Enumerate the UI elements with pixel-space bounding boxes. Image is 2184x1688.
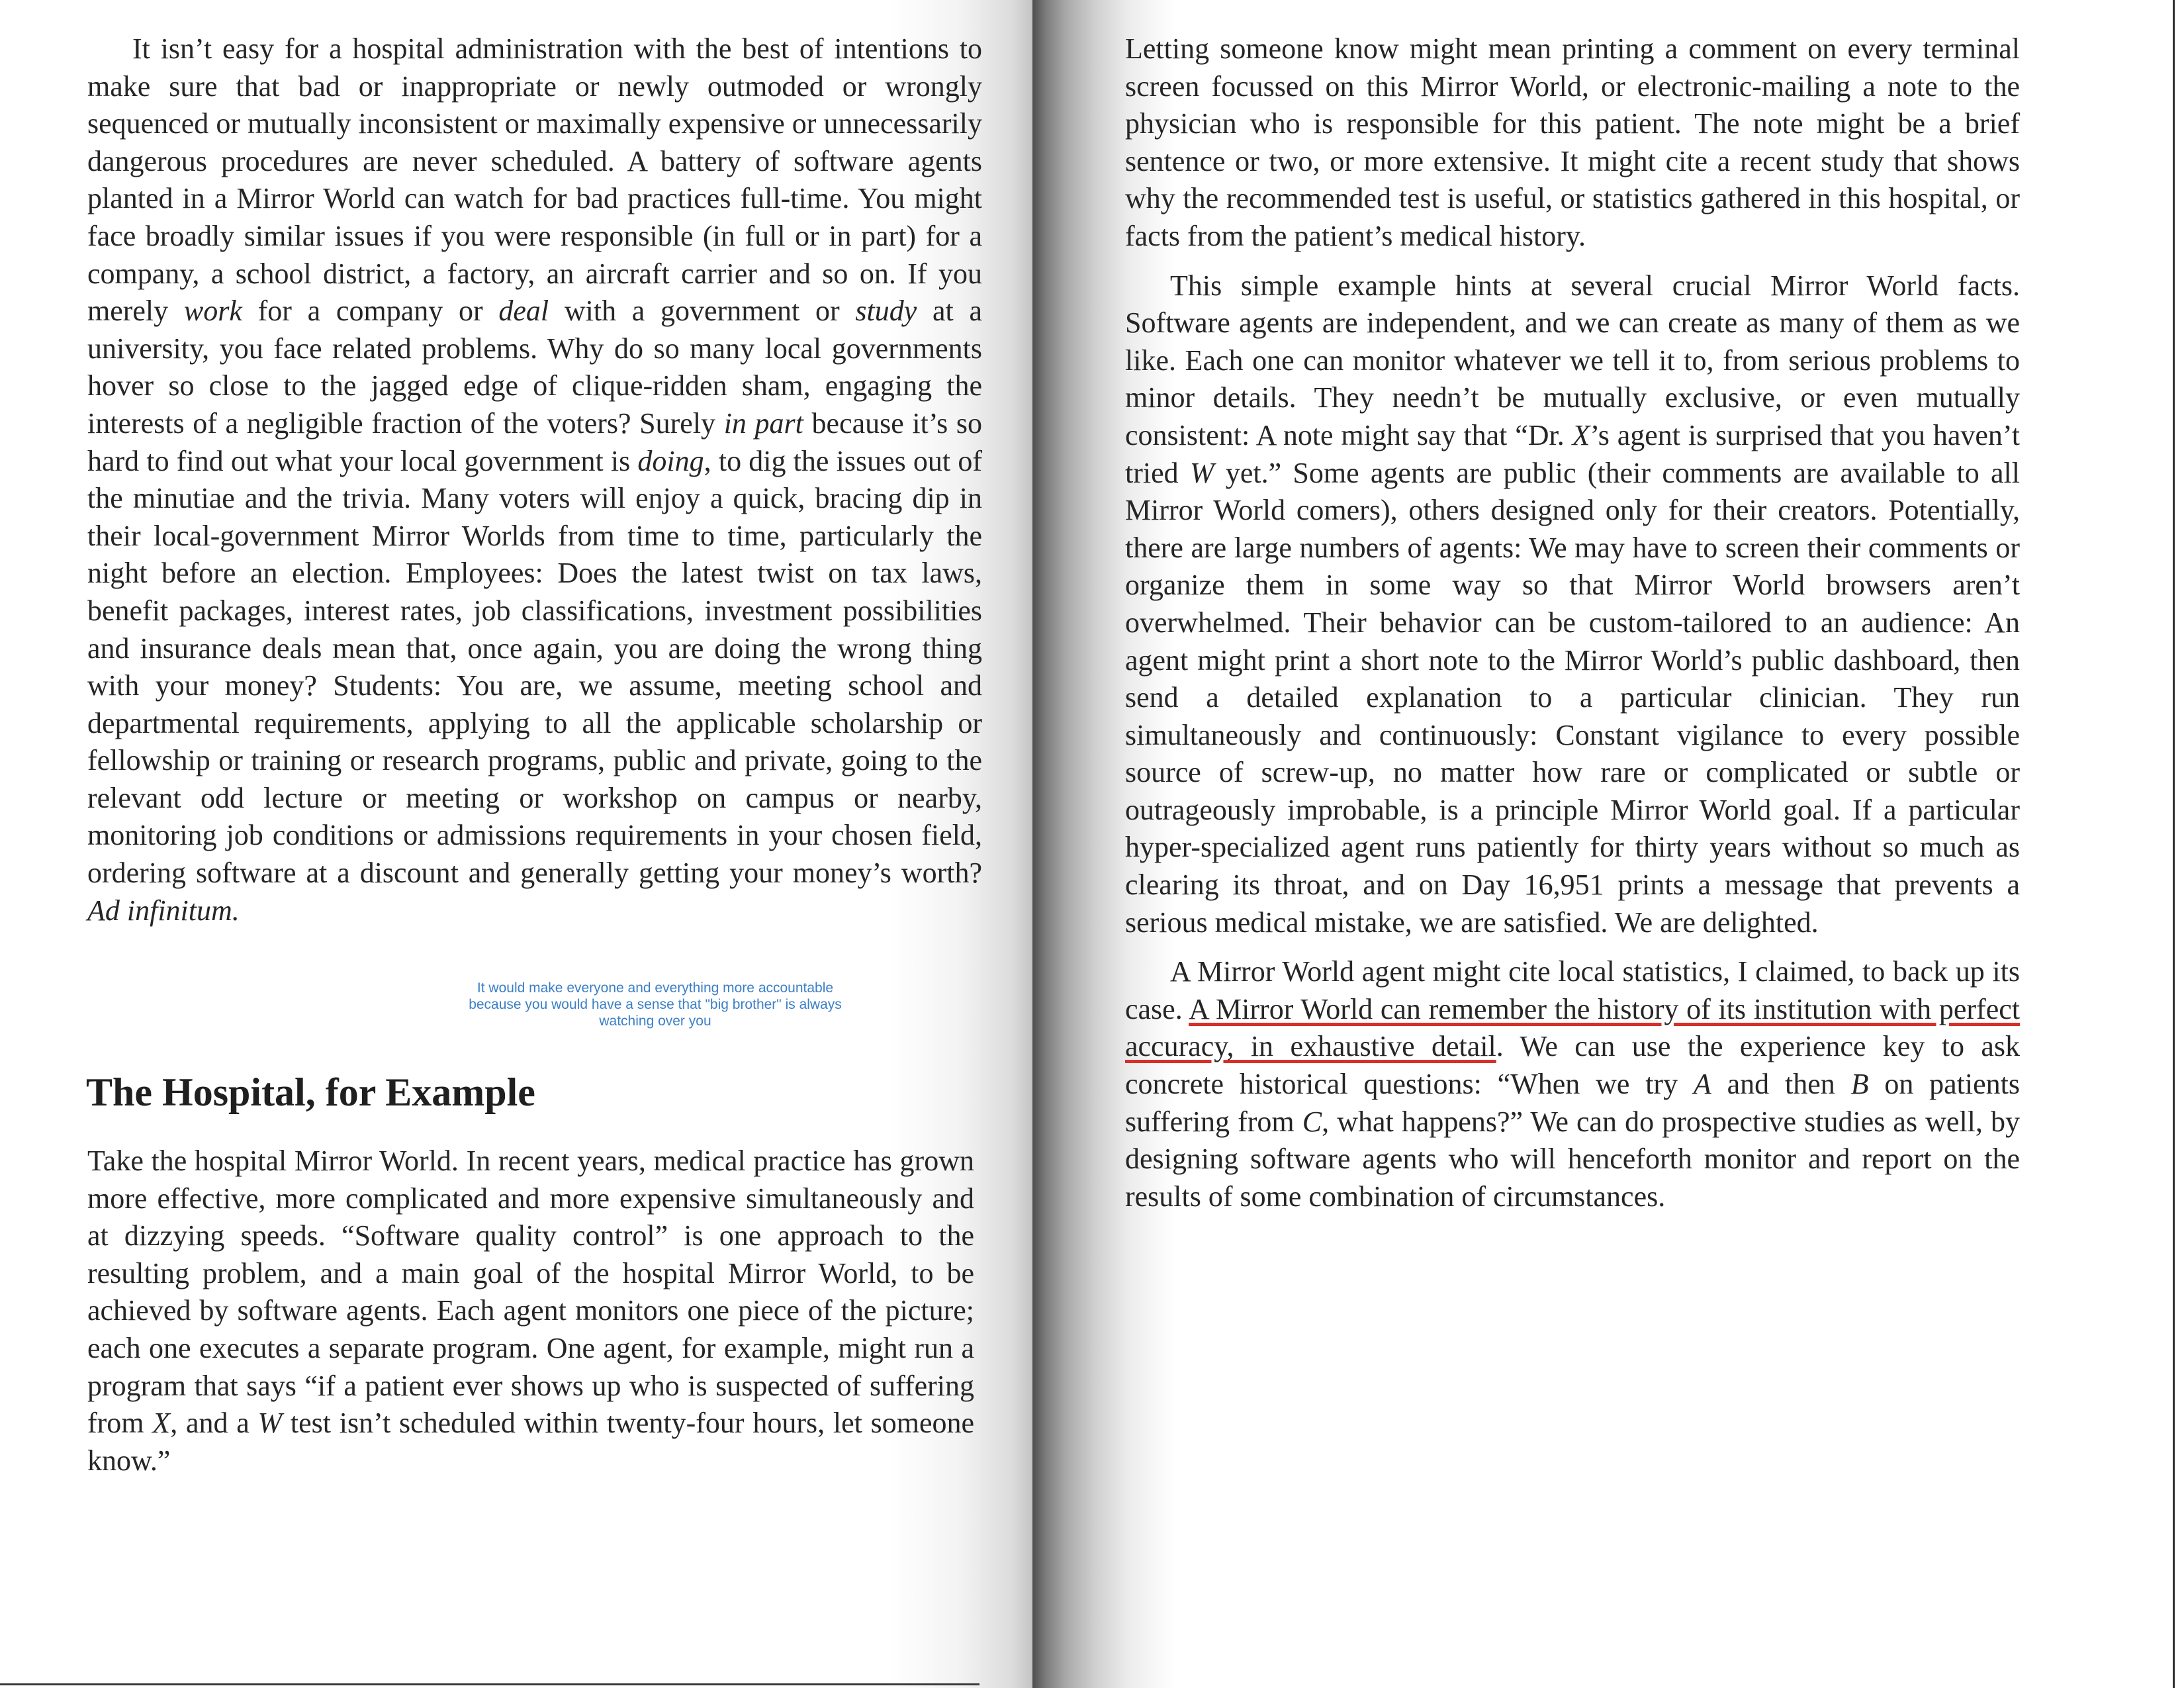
text-run: because it’s so hard to find out what your local government is: [87, 406, 982, 477]
left-section-text: [87, 1143, 974, 1479]
text-run: ’s agent is surprised that you haven’t tried: [1125, 418, 2021, 489]
paragraph: [1125, 267, 2020, 942]
italic-text: X: [152, 1407, 171, 1440]
paragraph: [1125, 953, 2020, 1215]
text-run: . We can use the experience key to ask concrete historical questions: “When we try: [1125, 1030, 2020, 1101]
text-run: yet.” Some agents are public (their comments are available to all Mirror World comers), others designed only for their creators. Potentially, there are large numbers of agents: We may have to screen their comments or organize them in some way so that Mirror World browsers aren’t overwhelmed. Their behavior can be custom-tailored to an audience: An agent might print a short note to the Mirror World’s public dashboard, then send a detailed explanation to a particular clinician. They run simultaneously and continuously: Constant vigilance to every possible source of screw-up, no matter how rare or complicated or subtle or outrageously improbable, is a principle Mirror World goal. If a particular hyper-specialized agent runs patiently for thirty years without so much as clearing its throat, and on Day 16,951 prints a message that prevents a serious medical mistake, we are satisfied. We are delighted.: [1125, 456, 2020, 939]
text-run: , and a: [170, 1407, 258, 1440]
text-run: Take the hospital Mirror World. In recent years, medical practice has grown more effective, more complicated and more expensive simultaneously and at dizzying speeds. “Software quality control” is one approach to the resulting problem, and a main goal of the hospital Mirror World, to be achieved by software agents. Each agent monitors one piece of the picture; each one executes a separate program. One agent, for example, might run a program that says “if a patient ever shows up who is suspected of suffering from: [87, 1145, 974, 1440]
italic-text: X: [1572, 418, 1590, 451]
paragraph: [87, 1143, 974, 1479]
paragraph: [87, 30, 982, 929]
italic-text: study: [855, 295, 917, 328]
italic-text: deal: [498, 295, 549, 328]
italic-text: B: [1850, 1068, 1869, 1101]
italic-text: C: [1302, 1105, 1322, 1138]
text-run: with a government or: [549, 295, 856, 328]
underlined-passage: A Mirror World can remember the history of its institution with perfect accuracy, in exhaustive detail: [1125, 992, 2020, 1063]
text-run: Letting someone know might mean printing a comment on every terminal screen focussed on this Mirror World, or electronic-mailing a note to the physician who is responsible for this patient. The note might be a brief sentence or two, or more extensive. It might cite a recent study that shows why the recommended test is useful, or statistics gathered in this hospital, or facts from the patient’s medical history.: [1125, 32, 2020, 252]
text-run: It isn’t easy for a hospital administration with the best of intentions to make sure that bad or inappropriate or newly outmoded or wrongly sequenced or mutually inconsistent or maximally expensive or unnecessarily dangerous procedures are never scheduled. A battery of software agents planted in a Mirror World can watch for bad practices full-time. You might face broadly similar issues if you were responsible (in full or in part) for a company, a school district, a factory, an aircraft carrier and so on. If you merely: [87, 32, 982, 328]
section-heading: The Hospital, for Example: [86, 1070, 535, 1114]
paragraph: [1125, 30, 2020, 256]
text-run: test isn’t scheduled within twenty-four hours, let someone know.”: [87, 1407, 975, 1477]
text-run: on patients suffering from: [1125, 1068, 2020, 1138]
page-edge-shadow: [2173, 0, 2175, 1688]
text-run: at a university, you face related problems. Why do so many local governments hover so close to the jagged edge of clique-ridden sham, engaging the interests of a negligible fraction of the voters? Surely: [87, 295, 982, 440]
text-run: , to dig the issues out of the minutiae and the trivia. Many voters will enjoy a quick, bracing dip in their local-government Mirror Worlds from time to time, particularly the night before an election. Employees: Does the latest twist on tax laws, benefit packages, interest rates, job classifications, investment possibilities and insurance deals mean that, once again, you are doing the wrong thing with your money? Students: You are, we assume, meeting school and departmental requirements, applying to all the applicable scholarship or fellowship or training or research programs, public and private, going to the relevant odd lecture or meeting or workshop on campus or nearby, monitoring job conditions or admissions requirements in your chosen field, ordering software at a discount and generally getting your money’s worth?: [87, 444, 982, 890]
italic-text: work: [183, 295, 242, 328]
left-text-block: [87, 30, 982, 929]
italic-text: doing: [637, 444, 704, 477]
text-run: , what happens?” We can do prospective studies as well, by designing software agents who will henceforth monitor and report on the results of some combination of circumstances.: [1125, 1105, 2020, 1213]
page-bottom-rule: [0, 1683, 979, 1685]
text-run: A Mirror World agent might cite local statistics, I claimed, to back up its case.: [1125, 955, 2020, 1025]
handwritten-annotation: It would make everyone and everything more accountable because you would have a sense that "big brother" is always watching over you: [469, 980, 842, 1029]
italic-text: Ad infinitum.: [87, 894, 240, 927]
text-run: for a company or: [242, 295, 499, 328]
italic-text: A: [1693, 1068, 1711, 1101]
italic-text: W: [1189, 456, 1214, 489]
italic-text: W: [257, 1407, 283, 1440]
text-run: and then: [1711, 1068, 1851, 1101]
italic-text: in part: [723, 406, 803, 440]
right-text-block: [1125, 30, 2020, 1215]
text-run: This simple example hints at several crucial Mirror World facts. Software agents are independent, and we can create as many of them as we like. Each one can monitor whatever we tell it to, from serious problems to minor details. They needn’t be mutually exclusive, or even mutually consistent: A note might say that “Dr.: [1125, 269, 2020, 451]
left-page: [0, 0, 1032, 1688]
